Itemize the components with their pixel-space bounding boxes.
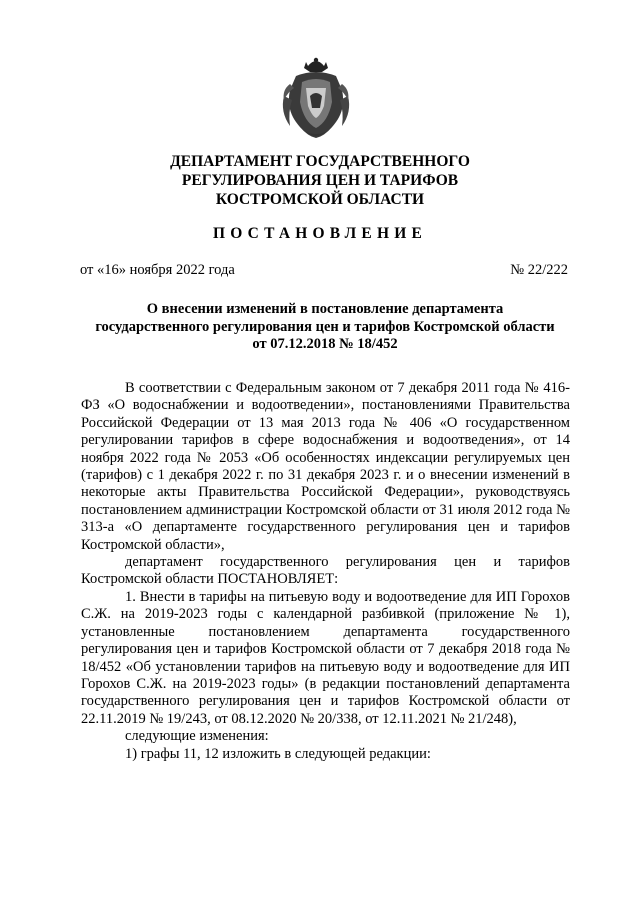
document-subject [80, 301, 570, 354]
department-line-1: ДЕПАРТАМЕНТ ГОСУДАРСТВЕННОГО [170, 153, 470, 170]
resolution-paragraph: департамент государственного регулирования цен и тарифов Костромской области ПОСТАНОВЛЯЕТ: [81, 554, 570, 588]
subject-line-3: от 07.12.2018 № 18/452 [252, 336, 398, 352]
clause-1-paragraph: 1. Внести в тарифы на питьевую воду и водоотведение для ИП Горохов С.Ж. на 2019-2023 годы с календарной разбивкой (приложение № 1), установленные постановлением департамента государственного регулирования цен и тарифов Костромской области от 7 декабря 2018 года № 18/452 «Об установлении тарифов на питьевую воду и водоотведение для ИП Горохов С.Ж. на 2019-2023 годы» (в редакции постановлений департамента государственного регулирования цен и тарифов Костромской области от 22.11.2019 № 19/243, от 08.12.2020 № 20/338, от 12.11.2021 № 21/248), [81, 588, 570, 727]
document-number: № 22/222 [510, 262, 568, 278]
changes-intro: следующие изменения: [125, 728, 269, 745]
department-name [0, 152, 640, 209]
document-date: от «16» ноября 2022 года [80, 262, 235, 278]
coat-of-arms-icon [276, 56, 356, 140]
document-body [81, 380, 570, 763]
document-type: ПОСТАНОВЛЕНИЕ [212, 225, 428, 242]
department-line-2: РЕГУЛИРОВАНИЯ ЦЕН И ТАРИФОВ [181, 172, 459, 189]
subject-line-2: государственного регулирования цен и тарифов Костромской области [95, 318, 555, 335]
subclause-1: 1) графы 11, 12 изложить в следующей редакции: [125, 745, 431, 762]
preamble-paragraph: В соответствии с Федеральным законом от 7 декабря 2011 года № 416-ФЗ «О водоснабжении и водоотведении», постановлениями Правительства Российской Федерации от 13 мая 2013 года № 406 «О государственном регулировании тарифов в сфере водоснабжения и водоотведения», от 14 ноября 2022 года № 2053 «Об особенностях индексации регулируемых цен (тарифов) с 1 декабря 2022 г. по 31 декабря 2023 г. и о внесении изменений в некоторые акты Правительства Российской Федерации», руководствуясь постановлением администрации Костромской области от 31 июля 2012 года № 313-а «О департаменте государственного регулирования цен и тарифов Костромской области», [81, 380, 570, 553]
department-line-3: КОСТРОМСКОЙ ОБЛАСТИ [215, 191, 425, 208]
subject-line-1: О внесении изменений в постановление департамента [146, 301, 504, 317]
